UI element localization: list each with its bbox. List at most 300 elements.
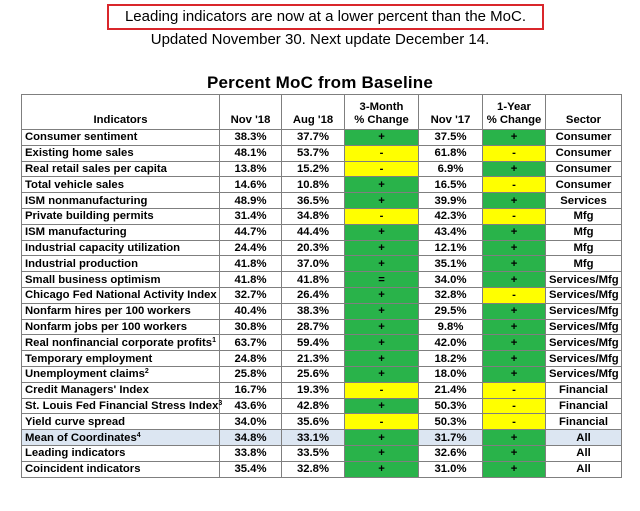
- sector-cell: [546, 272, 622, 288]
- table-row: [22, 272, 622, 288]
- change-1year-text: -: [512, 289, 516, 302]
- value-nov17-text: 16.5%: [434, 178, 467, 191]
- footnote-marker: 1: [212, 336, 216, 344]
- value-nov18: [220, 130, 282, 146]
- value-aug18-text: 10.8%: [296, 178, 330, 191]
- value-nov17-text: 50.3%: [434, 415, 467, 428]
- change-1year: [483, 130, 546, 146]
- value-aug18-text: 25.6%: [296, 368, 330, 381]
- sector-cell-text: Mfg: [573, 241, 594, 254]
- table-row: [22, 208, 622, 224]
- value-nov17: [419, 335, 483, 351]
- footnote-marker: 4: [136, 431, 141, 439]
- indicator-name: [22, 430, 220, 446]
- value-aug18: [282, 145, 345, 161]
- header-1year-change: [483, 95, 546, 130]
- indicator-name-text: Industrial production: [25, 257, 138, 270]
- table-row: [22, 224, 622, 240]
- value-nov18-text: 44.7%: [234, 226, 267, 239]
- value-nov17-text: 37.5%: [434, 131, 467, 144]
- value-aug18-text: 26.4%: [296, 289, 330, 302]
- change-3month-text: +: [378, 447, 385, 460]
- value-nov18-text: 13.8%: [234, 162, 267, 175]
- value-nov17: [419, 130, 483, 146]
- sector-cell: [546, 208, 622, 224]
- change-3month: [345, 240, 419, 256]
- sector-cell-text: Services/Mfg: [549, 289, 619, 302]
- table-body: [22, 130, 622, 478]
- value-nov18-text: 32.7%: [234, 289, 267, 302]
- change-1year-text: +: [510, 447, 518, 460]
- indicator-name-text: Coincident indicators: [25, 463, 141, 476]
- value-aug18-text: 53.7%: [296, 147, 330, 160]
- change-3month-text: +: [378, 368, 385, 381]
- change-3month: [345, 256, 419, 272]
- indicator-name: [22, 145, 220, 161]
- value-nov18: [220, 382, 282, 398]
- indicator-name: [22, 414, 220, 430]
- value-nov18-text: 41.8%: [234, 257, 267, 270]
- header-1year-line1: 1-Year: [497, 101, 531, 113]
- indicators-table: [21, 94, 622, 478]
- indicator-name: [22, 382, 220, 398]
- sector-cell-text: All: [576, 463, 591, 476]
- value-nov17-text: 6.9%: [437, 162, 464, 175]
- value-aug18-text: 35.6%: [296, 415, 330, 428]
- value-nov18-text: 41.8%: [234, 273, 267, 286]
- value-nov17-text: 61.8%: [434, 147, 467, 160]
- table-row: [22, 335, 622, 351]
- change-1year-text: +: [510, 368, 518, 381]
- change-1year: [483, 445, 546, 461]
- value-aug18: [282, 366, 345, 382]
- value-nov18-text: 24.8%: [234, 352, 267, 365]
- value-nov17-text: 39.9%: [434, 194, 467, 207]
- change-1year: [483, 382, 546, 398]
- sector-cell: [546, 335, 622, 351]
- indicator-name-text: ISM manufacturing: [25, 226, 127, 239]
- sector-cell-text: Financial: [559, 399, 608, 412]
- indicator-name: [22, 240, 220, 256]
- value-nov17-text: 31.0%: [434, 463, 467, 476]
- indicator-name-text: Temporary employment: [25, 352, 153, 365]
- change-3month: [345, 224, 419, 240]
- table-row: [22, 414, 622, 430]
- table-header-row: [22, 95, 622, 130]
- header-indicators: Indicators: [22, 95, 220, 130]
- indicator-name: [22, 303, 220, 319]
- value-nov17: [419, 382, 483, 398]
- value-nov18: [220, 319, 282, 335]
- value-nov18: [220, 430, 282, 446]
- value-nov18: [220, 461, 282, 477]
- header-3month-change: [345, 95, 419, 130]
- change-3month: [345, 272, 419, 288]
- value-nov18: [220, 161, 282, 177]
- indicator-name-text: Unemployment claims: [25, 368, 145, 381]
- table-row: [22, 130, 622, 146]
- value-nov17: [419, 445, 483, 461]
- change-3month: [345, 414, 419, 430]
- sector-cell: [546, 287, 622, 303]
- change-1year: [483, 224, 546, 240]
- change-1year: [483, 240, 546, 256]
- change-3month-text: +: [378, 226, 385, 239]
- value-aug18-text: 33.1%: [296, 431, 330, 444]
- value-nov17: [419, 398, 483, 414]
- value-nov18: [220, 351, 282, 367]
- value-nov18-text: 16.7%: [234, 384, 267, 397]
- indicator-name: [22, 366, 220, 382]
- value-nov18-text: 25.8%: [234, 368, 267, 381]
- indicator-name-text: Mean of Coordinates: [25, 431, 137, 444]
- indicator-name-text: Real retail sales per capita: [25, 162, 167, 175]
- change-3month: [345, 130, 419, 146]
- sector-cell-text: Services/Mfg: [549, 336, 619, 349]
- change-1year-text: +: [510, 131, 518, 144]
- change-1year-text: +: [510, 257, 518, 270]
- table-row: [22, 351, 622, 367]
- change-1year: [483, 145, 546, 161]
- value-nov17: [419, 287, 483, 303]
- value-nov18: [220, 272, 282, 288]
- indicator-name-text: Existing home sales: [25, 147, 134, 160]
- indicator-name: [22, 224, 220, 240]
- sector-cell-text: Services/Mfg: [549, 305, 619, 318]
- sector-cell: [546, 351, 622, 367]
- change-1year: [483, 303, 546, 319]
- change-1year: [483, 366, 546, 382]
- table-row: [22, 177, 622, 193]
- value-aug18-text: 28.7%: [296, 320, 330, 333]
- change-3month-text: -: [379, 162, 384, 175]
- value-aug18: [282, 240, 345, 256]
- change-1year: [483, 177, 546, 193]
- sector-cell: [546, 145, 622, 161]
- sector-cell: [546, 161, 622, 177]
- table-row: [22, 193, 622, 209]
- value-aug18-text: 38.3%: [296, 305, 330, 318]
- table-row: [22, 287, 622, 303]
- change-3month-text: +: [378, 289, 385, 302]
- value-nov18: [220, 303, 282, 319]
- value-nov18: [220, 335, 282, 351]
- change-3month-text: -: [379, 210, 384, 223]
- table-row: [22, 382, 622, 398]
- value-nov18: [220, 287, 282, 303]
- value-nov18-text: 48.9%: [234, 194, 267, 207]
- value-aug18: [282, 287, 345, 303]
- change-1year-text: -: [512, 415, 516, 428]
- value-aug18-text: 41.8%: [296, 273, 330, 286]
- value-nov18-text: 63.7%: [234, 336, 267, 349]
- header-nov18: Nov '18: [220, 95, 282, 130]
- table-row: [22, 240, 622, 256]
- value-aug18: [282, 414, 345, 430]
- value-aug18-text: 44.4%: [296, 226, 330, 239]
- value-aug18-text: 20.3%: [296, 241, 330, 254]
- change-1year-text: +: [510, 162, 518, 175]
- sector-cell: [546, 303, 622, 319]
- value-aug18-text: 33.5%: [296, 447, 330, 460]
- value-nov17-text: 18.2%: [434, 352, 467, 365]
- value-nov18: [220, 240, 282, 256]
- sector-cell: [546, 414, 622, 430]
- value-nov18: [220, 224, 282, 240]
- sector-cell-text: Services/Mfg: [549, 320, 619, 333]
- sector-cell: [546, 445, 622, 461]
- value-aug18-text: 36.5%: [296, 194, 330, 207]
- header-nov17: Nov '17: [419, 95, 483, 130]
- value-nov17: [419, 303, 483, 319]
- sector-cell-text: Mfg: [573, 210, 594, 223]
- change-1year-text: +: [510, 463, 518, 476]
- indicator-name-text: Total vehicle sales: [25, 178, 125, 191]
- value-nov18-text: 48.1%: [234, 147, 267, 160]
- headline-banner: Leading indicators are now at a lower percent than the MoC.: [107, 4, 544, 30]
- indicator-name: [22, 193, 220, 209]
- change-3month-text: -: [379, 415, 384, 428]
- change-3month: [345, 319, 419, 335]
- value-aug18: [282, 351, 345, 367]
- value-aug18: [282, 398, 345, 414]
- value-aug18: [282, 303, 345, 319]
- sector-cell: [546, 319, 622, 335]
- value-aug18-text: 32.8%: [296, 463, 330, 476]
- table-row: [22, 303, 622, 319]
- value-nov18: [220, 445, 282, 461]
- value-aug18: [282, 193, 345, 209]
- indicator-name: [22, 351, 220, 367]
- value-nov18: [220, 208, 282, 224]
- change-1year: [483, 287, 546, 303]
- table-row: [22, 319, 622, 335]
- change-1year-text: +: [510, 241, 518, 254]
- value-aug18-text: 21.3%: [296, 352, 330, 365]
- sector-cell-text: All: [576, 431, 591, 444]
- value-nov17: [419, 161, 483, 177]
- value-nov17: [419, 193, 483, 209]
- value-nov17-text: 18.0%: [434, 368, 467, 381]
- value-aug18: [282, 382, 345, 398]
- sector-cell: [546, 193, 622, 209]
- change-1year: [483, 351, 546, 367]
- value-nov17: [419, 351, 483, 367]
- value-aug18-text: 59.4%: [296, 336, 330, 349]
- sector-cell-text: Consumer: [555, 131, 612, 144]
- sector-cell-text: Services/Mfg: [549, 368, 619, 381]
- value-nov17-text: 35.1%: [434, 257, 467, 270]
- change-1year-text: +: [510, 320, 518, 333]
- sector-cell-text: All: [576, 447, 591, 460]
- sector-cell-text: Financial: [559, 384, 608, 397]
- value-nov17-text: 29.5%: [434, 305, 467, 318]
- value-nov17: [419, 208, 483, 224]
- value-nov17: [419, 177, 483, 193]
- value-nov17: [419, 256, 483, 272]
- change-3month-text: +: [378, 336, 385, 349]
- indicator-name: [22, 335, 220, 351]
- value-nov17: [419, 145, 483, 161]
- header-3month-line1: 3-Month: [359, 101, 404, 113]
- change-3month: [345, 430, 419, 446]
- change-1year-text: -: [512, 210, 516, 223]
- indicator-name-text: Chicago Fed National Activity Index: [25, 289, 217, 302]
- value-nov18-text: 34.0%: [234, 415, 267, 428]
- indicator-name: [22, 287, 220, 303]
- change-3month: [345, 461, 419, 477]
- sector-cell-text: Mfg: [573, 226, 594, 239]
- sector-cell-text: Consumer: [555, 162, 612, 175]
- sector-cell: [546, 177, 622, 193]
- value-nov17-text: 42.3%: [434, 210, 467, 223]
- value-nov18: [220, 366, 282, 382]
- sector-cell: [546, 240, 622, 256]
- change-1year: [483, 398, 546, 414]
- change-3month-text: +: [378, 241, 385, 254]
- value-nov17: [419, 461, 483, 477]
- change-3month: [345, 161, 419, 177]
- value-nov18-text: 31.4%: [234, 210, 267, 223]
- indicator-name: [22, 256, 220, 272]
- value-nov17: [419, 414, 483, 430]
- value-nov18-text: 35.4%: [234, 463, 267, 476]
- indicator-name-text: Real nonfinancial corporate profits: [25, 336, 213, 349]
- value-nov18: [220, 145, 282, 161]
- change-3month-text: +: [378, 194, 385, 207]
- indicator-name-text: Nonfarm hires per 100 workers: [25, 305, 191, 318]
- value-nov18-text: 24.4%: [234, 241, 267, 254]
- value-aug18: [282, 319, 345, 335]
- change-1year-text: +: [510, 305, 518, 318]
- change-3month-text: +: [378, 399, 385, 412]
- value-aug18: [282, 224, 345, 240]
- value-aug18: [282, 335, 345, 351]
- value-aug18: [282, 256, 345, 272]
- table-row: [22, 398, 622, 414]
- change-1year: [483, 414, 546, 430]
- change-1year: [483, 193, 546, 209]
- value-nov17-text: 12.1%: [434, 241, 467, 254]
- table-row: [22, 445, 622, 461]
- value-nov18-text: 38.3%: [234, 131, 267, 144]
- sector-cell: [546, 256, 622, 272]
- value-nov17-text: 34.0%: [434, 273, 467, 286]
- value-aug18: [282, 161, 345, 177]
- table-row: [22, 430, 622, 446]
- value-aug18: [282, 272, 345, 288]
- value-nov18: [220, 193, 282, 209]
- header-3month-line2: % Change: [354, 114, 409, 126]
- footnote-marker: 3: [218, 399, 223, 407]
- value-aug18-text: 34.8%: [296, 210, 330, 223]
- value-nov17: [419, 319, 483, 335]
- indicator-name-text: Private building permits: [25, 210, 154, 223]
- value-nov18-text: 30.8%: [234, 320, 267, 333]
- change-3month-text: -: [379, 384, 384, 397]
- indicator-name: [22, 445, 220, 461]
- change-3month-text: +: [378, 431, 385, 444]
- value-nov18: [220, 177, 282, 193]
- value-nov18-text: 40.4%: [234, 305, 267, 318]
- indicator-name-text: Yield curve spread: [25, 415, 126, 428]
- value-nov17-text: 43.4%: [434, 226, 467, 239]
- change-1year-text: -: [512, 384, 516, 397]
- value-nov17: [419, 224, 483, 240]
- indicator-name-text: St. Louis Fed Financial Stress Index: [25, 399, 219, 412]
- change-1year: [483, 430, 546, 446]
- value-nov18: [220, 414, 282, 430]
- indicator-name: [22, 398, 223, 414]
- value-nov17: [419, 272, 483, 288]
- change-3month-text: +: [378, 257, 385, 270]
- change-1year: [483, 161, 546, 177]
- change-1year-text: +: [510, 431, 518, 444]
- change-3month: [345, 398, 419, 414]
- change-1year: [483, 256, 546, 272]
- value-nov18-text: 34.8%: [234, 431, 267, 444]
- table-row: [22, 145, 622, 161]
- value-nov17-text: 21.4%: [434, 384, 467, 397]
- indicator-name-text: Leading indicators: [25, 447, 126, 460]
- value-aug18-text: 37.0%: [296, 257, 330, 270]
- indicator-name-text: Nonfarm jobs per 100 workers: [25, 320, 187, 333]
- sector-cell: [546, 366, 622, 382]
- change-3month: [345, 366, 419, 382]
- indicator-name: [22, 161, 220, 177]
- value-nov17: [419, 240, 483, 256]
- change-1year-text: +: [510, 273, 518, 286]
- indicator-name-text: ISM nonmanufacturing: [25, 194, 148, 207]
- update-subtitle: Updated November 30. Next update December 14.: [150, 31, 490, 48]
- table-row: [22, 461, 622, 477]
- value-nov17-text: 42.0%: [434, 336, 467, 349]
- indicator-name: [22, 461, 220, 477]
- value-aug18: [282, 177, 345, 193]
- change-1year: [483, 335, 546, 351]
- indicator-name: [22, 177, 220, 193]
- sector-cell: [546, 430, 622, 446]
- value-nov17-text: 32.6%: [434, 447, 467, 460]
- change-3month-text: +: [378, 131, 385, 144]
- change-3month: [345, 208, 419, 224]
- value-nov17: [419, 366, 483, 382]
- indicator-name: [22, 319, 220, 335]
- change-3month: [345, 351, 419, 367]
- value-aug18-text: 42.8%: [296, 399, 330, 412]
- change-3month-text: +: [378, 178, 385, 191]
- header-1year-line2: % Change: [486, 114, 542, 126]
- indicator-name: [22, 208, 220, 224]
- sector-cell-text: Services/Mfg: [549, 352, 619, 365]
- sector-cell-text: Consumer: [555, 147, 612, 160]
- footnote-marker: 2: [144, 368, 149, 376]
- change-1year: [483, 272, 546, 288]
- change-1year-text: -: [512, 178, 516, 191]
- change-3month-text: +: [378, 352, 385, 365]
- indicator-name: [22, 272, 220, 288]
- sector-cell-text: Consumer: [555, 178, 612, 191]
- value-nov17-text: 50.3%: [434, 399, 467, 412]
- change-3month: [345, 445, 419, 461]
- change-1year-text: +: [510, 352, 518, 365]
- table-title: Percent MoC from Baseline: [206, 73, 434, 92]
- change-1year-text: +: [510, 194, 518, 207]
- sector-cell-text: Services/Mfg: [549, 273, 619, 286]
- sector-cell: [546, 224, 622, 240]
- header-sector: Sector: [546, 95, 622, 130]
- value-nov17-text: 31.7%: [434, 431, 467, 444]
